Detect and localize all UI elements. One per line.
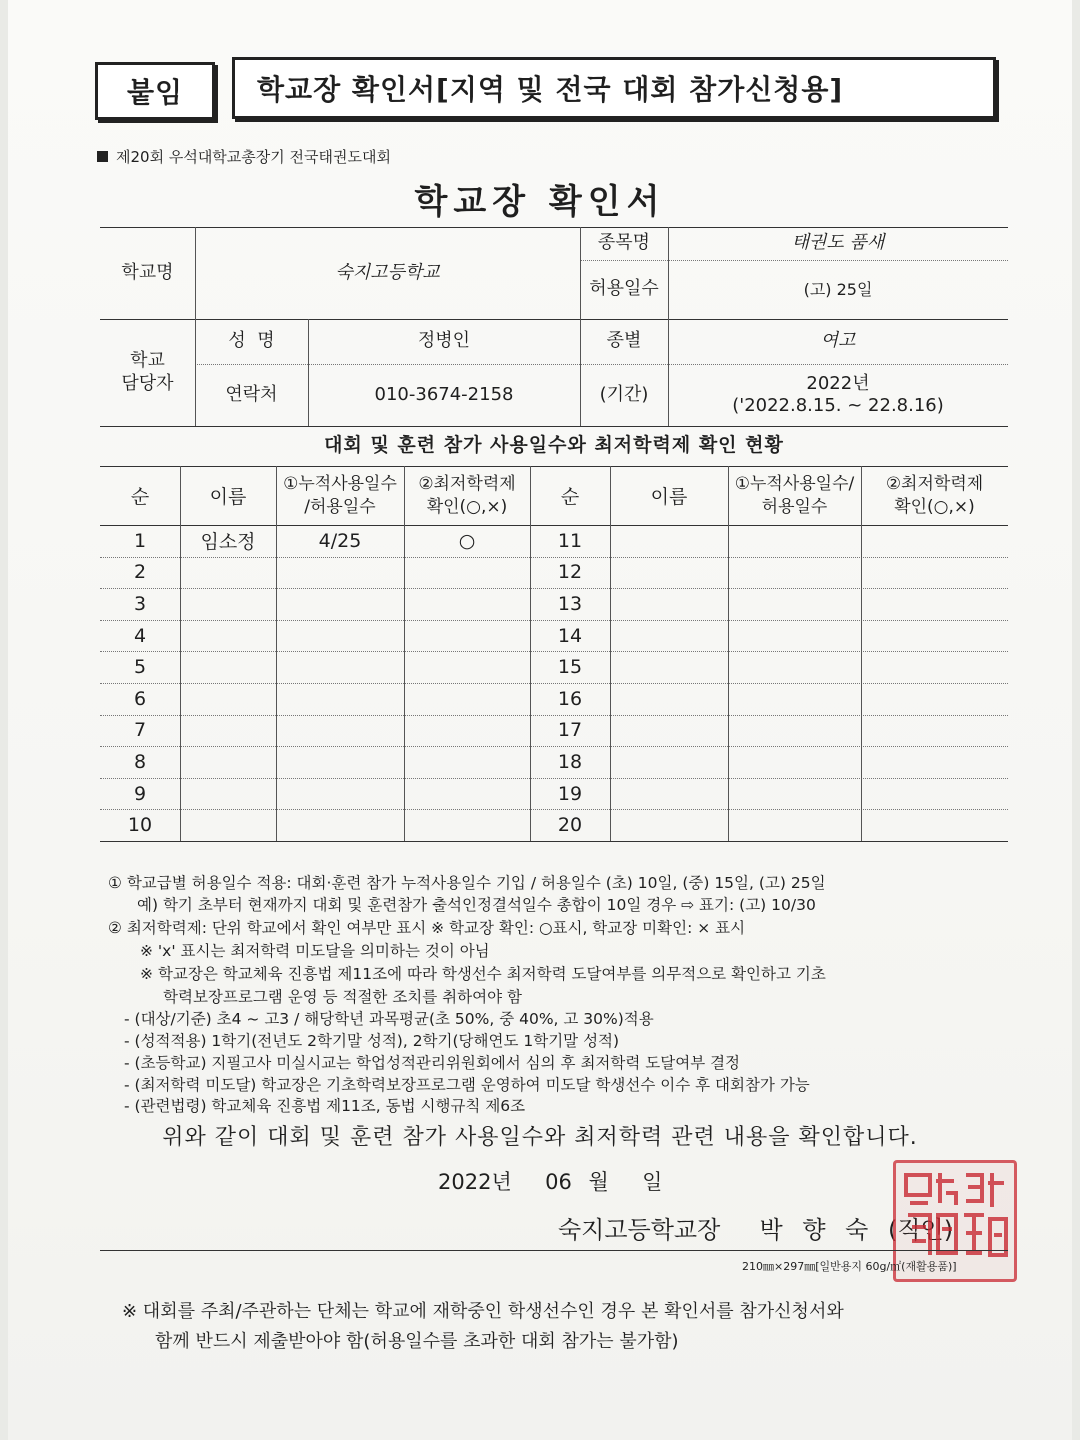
grid-cell-check (861, 683, 1008, 715)
grid-cell-name (180, 683, 276, 715)
contact-person-label: 학교 담당자 (121, 350, 174, 394)
grid-cell-no: 13 (557, 592, 583, 615)
grid-cell-no: 4 (133, 624, 147, 647)
grid-cell-name (610, 746, 728, 778)
grid-cell-days (728, 809, 861, 841)
grid-cell-no: 1 (133, 529, 147, 552)
category-label: 종별 (606, 330, 642, 352)
grid-cell-no: 3 (133, 592, 147, 615)
grid-cell-check (404, 683, 530, 715)
grid-cell-name (180, 746, 276, 778)
header-no: 순 (130, 486, 150, 508)
grid-cell-name (180, 620, 276, 652)
period-year: 2022년 (806, 372, 870, 394)
grid-cell-name (610, 651, 728, 683)
grid-cell-days (728, 683, 861, 715)
attachment-label: 붙임 (95, 62, 215, 120)
note-line: 예) 학기 초부터 현재까지 대회 및 훈련참가 출석인정결석일수 총합이 10일 경우 ⇨ 표기: (고) 10/30 (137, 896, 816, 914)
note-line: ※ 'x' 표시는 최저학력 미도달을 의미하는 것이 아님 (140, 942, 490, 960)
note-line: - (초등학교) 지필고사 미실시교는 학업성적관리위원회에서 심의 후 최저학력 도달여부 결정 (124, 1054, 741, 1072)
grid-cell-days (276, 588, 404, 620)
category: 여고 (820, 330, 856, 352)
footer-note-line: ※ 대회를 주최/주관하는 단체는 학교에 재학중인 학생선수인 경우 본 확인서를 참가신청서와 (122, 1301, 844, 1322)
note-line: 학력보장프로그램 운영 등 적절한 조치를 취하여야 함 (163, 988, 522, 1006)
note-line: ② 최저학력제: 단위 학교에서 확인 여부만 표시 ※ 학교장 확인: ○표시, 학교장 미확인: × 표시 (108, 919, 746, 937)
note-line: - (대상/기준) 초4 ~ 고3 / 해당학년 과목평균(초 50%, 중 40%, 고 30%)적용 (124, 1010, 654, 1028)
grid-cell-check (861, 525, 1008, 557)
grid-cell-no: 15 (557, 656, 583, 679)
period-label: (기간) (599, 383, 649, 405)
grid-column-divider (728, 466, 729, 841)
grid-cell-days (276, 715, 404, 747)
event-name: 제20회 우석대학교총장기 전국태권도대회 (116, 148, 391, 166)
grid-cell-name (180, 715, 276, 747)
grid-cell-days (728, 588, 861, 620)
event-line (97, 146, 391, 167)
grid-cell-name (610, 715, 728, 747)
grid-cell-name (180, 557, 276, 589)
grid-cell-no: 20 (557, 814, 583, 837)
grid-cell-name (610, 588, 728, 620)
note-line: - (관련법령) 학교체육 진흥법 제11조, 동법 시행규칙 제6조 (124, 1097, 526, 1115)
grid-cell-name (610, 620, 728, 652)
grid-cell-check: ○ (458, 529, 476, 552)
grid-cell-check (861, 557, 1008, 589)
grid-cell-name (610, 683, 728, 715)
grid-cell-check (404, 809, 530, 841)
grid-cell-no: 18 (557, 750, 583, 773)
grid-cell-check (861, 651, 1008, 683)
grid-cell-days (276, 778, 404, 810)
sport-label: 종목명 (597, 232, 651, 254)
grid-cell-days (276, 651, 404, 683)
principal-signature-line: 숙지고등학교장 박 향 숙 (직인) (558, 1216, 954, 1244)
grid-cell-no: 19 (557, 782, 583, 805)
grid-cell-days (728, 651, 861, 683)
grid-cell-check (861, 588, 1008, 620)
main-title: 학교장 확인서 (414, 182, 666, 222)
grid-cell-check (861, 778, 1008, 810)
paper-size-note: 210㎜×297㎜[일반용지 60g/㎡(재활용품)] (742, 1260, 957, 1273)
header-used-days: ①누적사용일수 /허용일수 (283, 474, 397, 517)
name-label: 성 명 (228, 330, 275, 352)
grid-cell-no: 6 (133, 687, 147, 710)
info-divider (100, 426, 1008, 427)
allowed-days-label: 허용일수 (589, 278, 659, 300)
grid-cell-name (610, 557, 728, 589)
grid-column-divider (530, 466, 531, 841)
grid-cell-days (728, 778, 861, 810)
grid-title: 대회 및 훈련 참가 사용일수와 최저학력제 확인 현황 (324, 434, 784, 456)
grid-cell-check (404, 651, 530, 683)
header-no-right: 순 (560, 486, 580, 508)
note-line: ① 학교급별 허용일수 적용: 대회·훈련 참가 누적사용일수 기입 / 허용일수 (초) 10일, (중) 15일, (고) 25일 (108, 874, 826, 892)
grid-column-divider (404, 466, 405, 841)
grid-cell-no: 11 (557, 529, 583, 552)
grid-cell-no: 2 (133, 561, 147, 584)
footer-divider (100, 1250, 1008, 1251)
grid-cell-days: 4/25 (318, 529, 362, 552)
grid-cell-check (404, 778, 530, 810)
grid-cell-name (610, 525, 728, 557)
header-name: 이름 (209, 486, 247, 508)
grid-cell-no: 7 (133, 719, 147, 742)
note-line: - (성적적용) 1학기(전년도 2학기말 성적), 2학기(당해연도 1학기말 성적) (124, 1032, 620, 1050)
grid-cell-check (861, 620, 1008, 652)
header-used-days-right: ①누적사용일수/ 허용일수 (734, 474, 855, 517)
header-min-academic-right: ②최저학력제 확인(○,×) (885, 474, 984, 517)
grid-cell-check (861, 715, 1008, 747)
grid-cell-check (861, 746, 1008, 778)
grid-cell-no: 10 (127, 814, 153, 837)
phone: 010-3674-2158 (374, 383, 514, 405)
school-name: 숙지고등학교 (335, 261, 440, 283)
grid-cell-days (728, 620, 861, 652)
grid-cell-no: 8 (133, 750, 147, 773)
grid-cell-check (404, 557, 530, 589)
grid-cell-no: 16 (557, 687, 583, 710)
period-range: ('2022.8.15. ~ 22.8.16) (732, 395, 944, 416)
grid-cell-check (404, 715, 530, 747)
grid-cell-days (276, 620, 404, 652)
form-title: 학교장 확인서[지역 및 전국 대회 참가신청용] (232, 57, 996, 119)
grid-cell-days (728, 715, 861, 747)
grid-column-divider (610, 466, 611, 841)
square-bullet-icon (97, 151, 108, 162)
allowed-days: (고) 25일 (803, 279, 873, 299)
grid-cell-name (180, 809, 276, 841)
grid-cell-name (610, 809, 728, 841)
grid-cell-name (180, 588, 276, 620)
grid-cell-days (728, 525, 861, 557)
confirmation-statement: 위와 같이 대회 및 훈련 참가 사용일수와 최저학력 관련 내용을 확인합니다. (162, 1125, 918, 1150)
period (668, 364, 1008, 426)
note-line: - (최저학력 미도달) 학교장은 기초학력보장프로그램 운영하여 미도달 학생선수 이수 후 대회참가 가능 (124, 1076, 810, 1094)
footer-note-line: 함께 반드시 제출받아야 함(허용일수를 초과한 대회 참가는 불가함) (155, 1331, 679, 1352)
grid-column-divider (180, 466, 181, 841)
grid-cell-days (276, 809, 404, 841)
note-line: ※ 학교장은 학교체육 진흥법 제11조에 따라 학생선수 최저학력 도달여부를 의무적으로 확인하고 기초 (140, 965, 826, 983)
date-line: 2022년 06 월 일 (438, 1170, 663, 1194)
grid-column-divider (861, 466, 862, 841)
grid-cell-no: 9 (133, 782, 147, 805)
grid-cell-check (404, 588, 530, 620)
grid-cell-days (276, 746, 404, 778)
grid-cell-no: 14 (557, 624, 583, 647)
grid-cell-days (728, 557, 861, 589)
grid-cell-check (861, 809, 1008, 841)
grid-cell-check (404, 620, 530, 652)
header-name-right: 이름 (650, 486, 688, 508)
grid-cell-days (276, 557, 404, 589)
header-min-academic: ②최저학력제 확인(○,×) (418, 474, 516, 517)
grid-cell-name (180, 651, 276, 683)
grid-cell-check (404, 746, 530, 778)
grid-cell-no: 17 (557, 719, 583, 742)
grid-column-divider (276, 466, 277, 841)
phone-label: 연락처 (225, 383, 278, 405)
sport: 태권도 품새 (791, 232, 885, 254)
school-name-label: 학교명 (121, 261, 174, 283)
grid-cell-days (728, 746, 861, 778)
grid-cell-name (610, 778, 728, 810)
grid-cell-name (180, 778, 276, 810)
grid-cell-no: 5 (133, 656, 147, 679)
grid-cell-no: 12 (557, 561, 583, 584)
grid-bottom-border (100, 841, 1008, 842)
contact-name: 정병인 (417, 330, 471, 352)
grid-cell-name: 임소정 (200, 531, 256, 554)
grid-cell-days (276, 683, 404, 715)
